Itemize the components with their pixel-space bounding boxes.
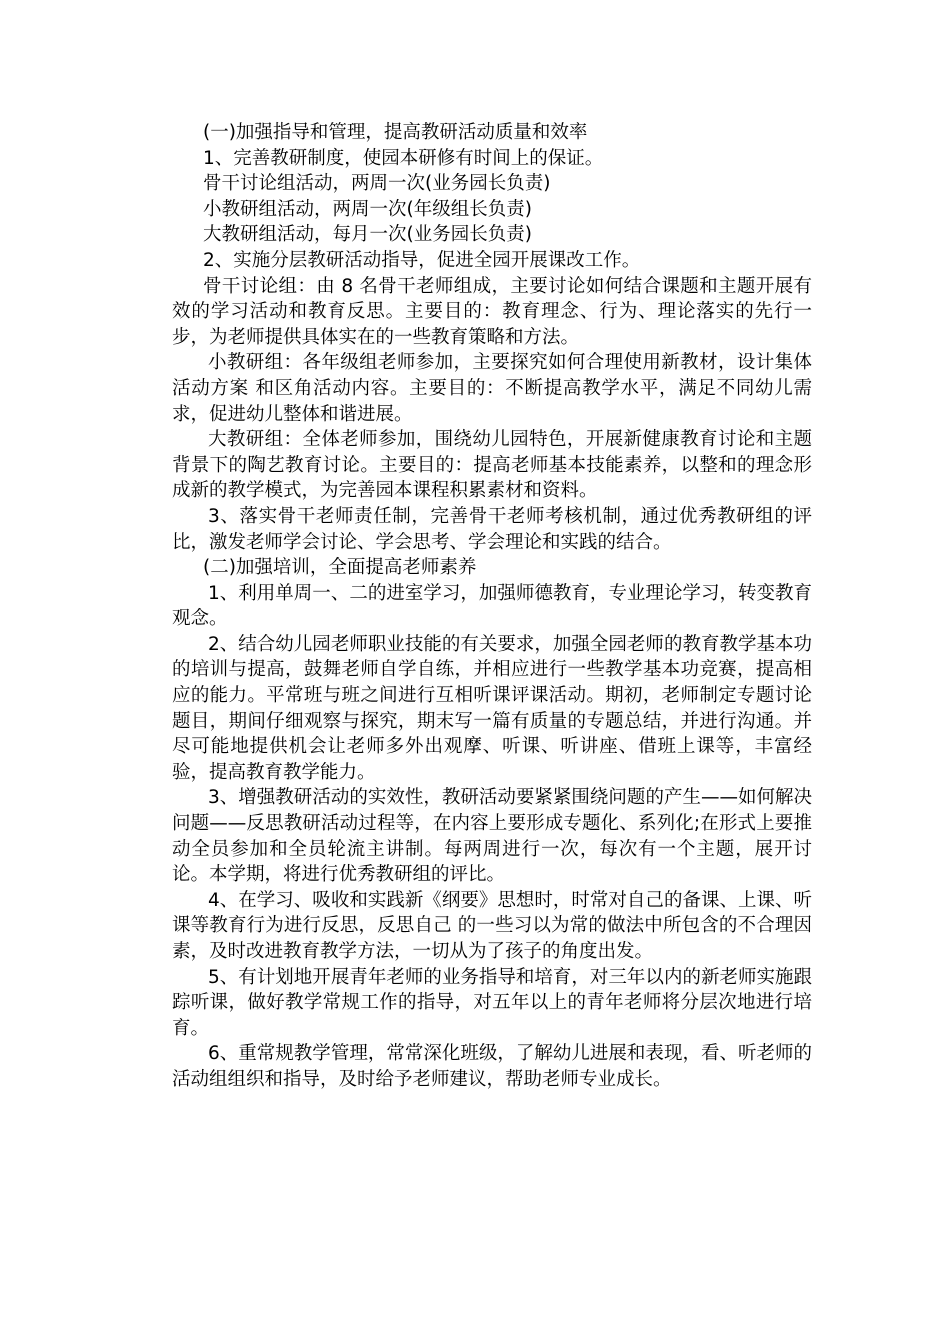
paragraph: 骨干讨论组：由 8 名骨干老师组成，主要讨论如何结合课题和主题开展有效的学习活动和教育反思。主要目的：教育理念、行为、理论落实的先行一步，为老师提供具体实在的一些教育策略和方法。 — [172, 275, 812, 348]
paragraph: 2、实施分层教研活动指导，促进全园开展课改工作。 — [203, 249, 641, 271]
paragraph: 1、完善教研制度，使园本研修有时间上的保证。 — [203, 147, 604, 169]
paragraph: 3、落实骨干老师责任制，完善骨干老师考核机制，通过优秀教研组的评比，激发老师学会讨论、学会思考、学会理论和实践的结合。 — [172, 505, 812, 553]
document-body — [172, 120, 812, 1093]
paragraph: 大教研组：全体老师参加，围绕幼儿园特色，开展新健康教育讨论和主题背景下的陶艺教育讨论。主要目的：提高老师基本技能素养，以整和的理念形成新的教学模式，为完善园本课程积累素材和资料。 — [172, 429, 812, 502]
paragraph: 骨干讨论组活动，两周一次(业务园长负责) — [203, 173, 551, 195]
paragraph: 大教研组活动，每月一次(业务园长负责) — [203, 224, 532, 246]
paragraph: 4、在学习、吸收和实践新《纲要》思想时，时常对自己的备课、上课、听课等教育行为进行反思，反思自己 的一些习以为常的做法中所包含的不合理因素，及时改进教育教学方法，一切从为了孩子的角度出发。 — [172, 889, 812, 962]
paragraph: 小教研组：各年级组老师参加，主要探究如何合理使用新教材，设计集体活动方案 和区角活动内容。主要目的：不断提高教学水平，满足不同幼儿需求，促进幼儿整体和谐进展。 — [172, 352, 812, 425]
paragraph: 2、结合幼儿园老师职业技能的有关要求，加强全园老师的教育教学基本功的培训与提高，鼓舞老师自学自练，并相应进行一些教学基本功竞赛，提高相应的能力。平常班与班之间进行互相听课评课活动。期初，老师制定专题讨论题目，期间仔细观察与探究，期末写一篇有质量的专题总结，并进行沟通。并尽可能地提供机会让老师多外出观摩、听课、听讲座、借班上课等，丰富经验，提高教育教学能力。 — [172, 633, 812, 783]
paragraph: 1、利用单周一、二的进室学习，加强师德教育，专业理论学习，转变教育观念。 — [172, 582, 812, 630]
paragraph: 3、增强教研活动的实效性，教研活动要紧紧围绕问题的产生——如何解决问题——反思教研活动过程等，在内容上要形成专题化、系列化;在形式上要推动全员参加和全员轮流主讲制。每两周进行一次，每次有一个主题，展开讨论。本学期，将进行优秀教研组的评比。 — [172, 787, 812, 886]
paragraph: 6、重常规教学管理，常常深化班级，了解幼儿进展和表现，看、听老师的活动组组织和指导，及时给予老师建议，帮助老师专业成长。 — [172, 1043, 812, 1090]
section-heading-1: (一)加强指导和管理，提高教研活动质量和效率 — [203, 122, 588, 143]
paragraph: 5、有计划地开展青年老师的业务指导和培育，对三年以内的新老师实施跟踪听课，做好教学常规工作的指导，对五年以上的青年老师将分层次地进行培育。 — [172, 966, 812, 1039]
paragraph: 小教研组活动，两周一次(年级组长负责) — [203, 198, 532, 220]
section-heading-2: (二)加强培训，全面提高老师素养 — [203, 557, 477, 579]
